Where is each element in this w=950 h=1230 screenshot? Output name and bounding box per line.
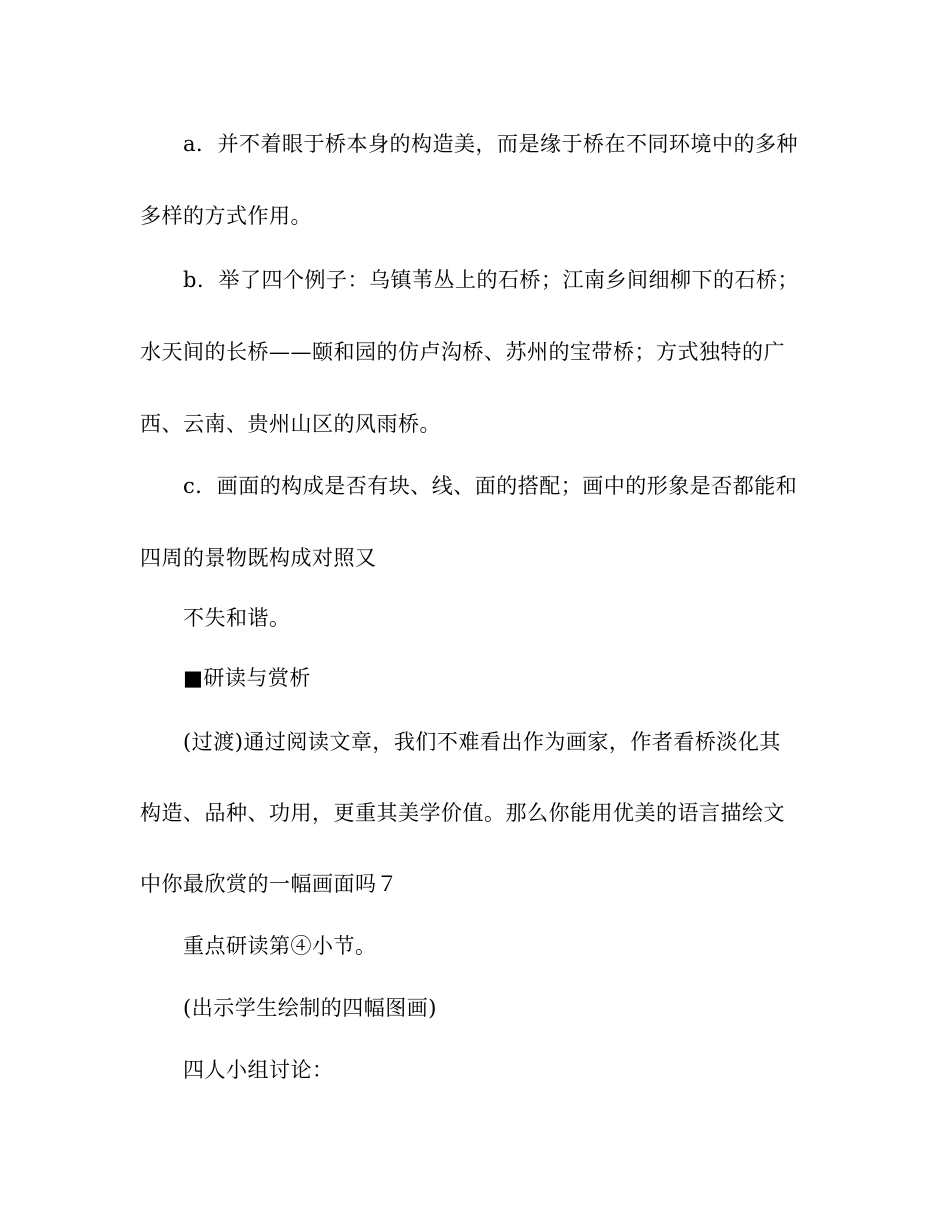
paragraph-a-line-2: 多样的方式作用。	[140, 204, 312, 228]
paragraph-c-line-1: c．画面的构成是否有块、线、面的搭配；画中的形象是否都能和	[183, 474, 798, 498]
transition-line-1: (过渡)通过阅读文章，我们不难看出作为画家，作者看桥淡化其	[183, 730, 781, 754]
paragraph-b-line-2: 水天间的长桥——颐和园的仿卢沟桥、苏州的宝带桥；方式独特的广	[140, 340, 785, 364]
transition-line-3: 中你最欣赏的一幅画面吗７	[140, 872, 398, 896]
group-discussion-line: 四人小组讨论：	[183, 1058, 334, 1082]
show-drawings-line: (出示学生绘制的四幅图画)	[183, 996, 437, 1020]
paragraph-a-line-1: a．并不着眼于桥本身的构造美，而是缘于桥在不同环境中的多种	[183, 132, 799, 156]
section-heading: ■研读与赏析	[183, 666, 311, 690]
transition-line-2: 构造、品种、功用，更重其美学价值。那么你能用优美的语言描绘文	[140, 801, 785, 825]
paragraph-b-line-3: 西、云南、贵州山区的风雨桥。	[140, 412, 441, 436]
paragraph-c-line-3: 不失和谐。	[183, 606, 291, 630]
focus-section-line: 重点研读第④小节。	[183, 934, 377, 958]
paragraph-b-line-1: b．举了四个例子：乌镇苇丛上的石桥；江南乡间细柳下的石桥；	[183, 268, 799, 292]
paragraph-c-line-2: 四周的景物既构成对照又	[140, 546, 377, 570]
